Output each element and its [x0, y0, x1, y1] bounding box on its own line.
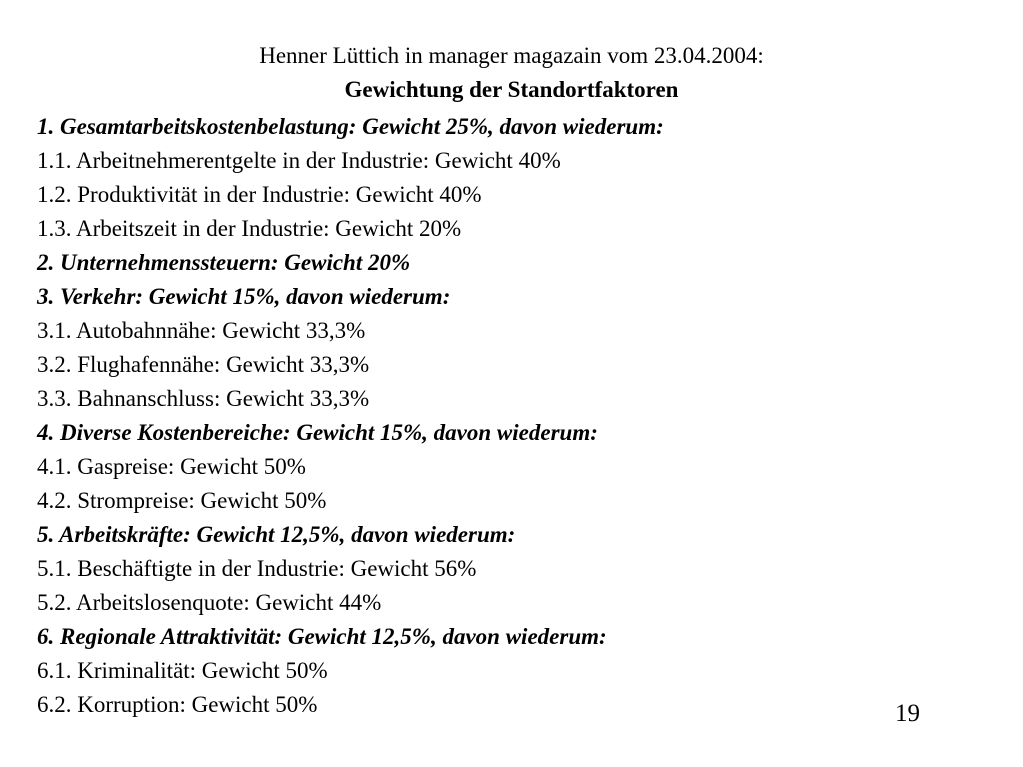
factor-list [37, 110, 664, 722]
list-item: 1.2. Produktivität in der Industrie: Gewicht 40% [37, 182, 482, 207]
list-item: 1.3. Arbeitszeit in der Industrie: Gewicht 20% [37, 216, 462, 241]
source-line: Henner Lüttich in manager magazain vom 23.04.2004: [259, 43, 764, 68]
list-item: 3.1. Autobahnnähe: Gewicht 33,3% [37, 318, 366, 343]
list-item: 3. Verkehr: Gewicht 15%, davon wiederum: [37, 284, 451, 309]
list-item: 6.2. Korruption: Gewicht 50% [37, 692, 318, 717]
list-item: 1.1. Arbeitnehmerentgelte in der Industrie: Gewicht 40% [37, 148, 561, 173]
list-item: 4.1. Gaspreise: Gewicht 50% [37, 454, 306, 479]
list-item: 5.1. Beschäftigte in der Industrie: Gewicht 56% [37, 556, 477, 581]
list-item: 4.2. Strompreise: Gewicht 50% [37, 488, 327, 513]
list-item: 6.1. Kriminalität: Gewicht 50% [37, 658, 328, 683]
list-item: 5.2. Arbeitslosenquote: Gewicht 44% [37, 590, 382, 615]
page-number: 19 [895, 700, 920, 727]
list-item: 3.3. Bahnanschluss: Gewicht 33,3% [37, 386, 370, 411]
list-item: 5. Arbeitskräfte: Gewicht 12,5%, davon wiederum: [37, 522, 516, 547]
list-item: 2. Unternehmenssteuern: Gewicht 20% [37, 250, 411, 275]
list-item: 1. Gesamtarbeitskostenbelastung: Gewicht 25%, davon wiederum: [37, 114, 664, 139]
page-title: Gewichtung der Standortfaktoren [344, 77, 679, 102]
list-item: 4. Diverse Kostenbereiche: Gewicht 15%, davon wiederum: [37, 420, 598, 445]
list-item: 6. Regionale Attraktivität: Gewicht 12,5%, davon wiederum: [37, 624, 607, 649]
list-item: 3.2. Flughafennähe: Gewicht 33,3% [37, 352, 370, 377]
